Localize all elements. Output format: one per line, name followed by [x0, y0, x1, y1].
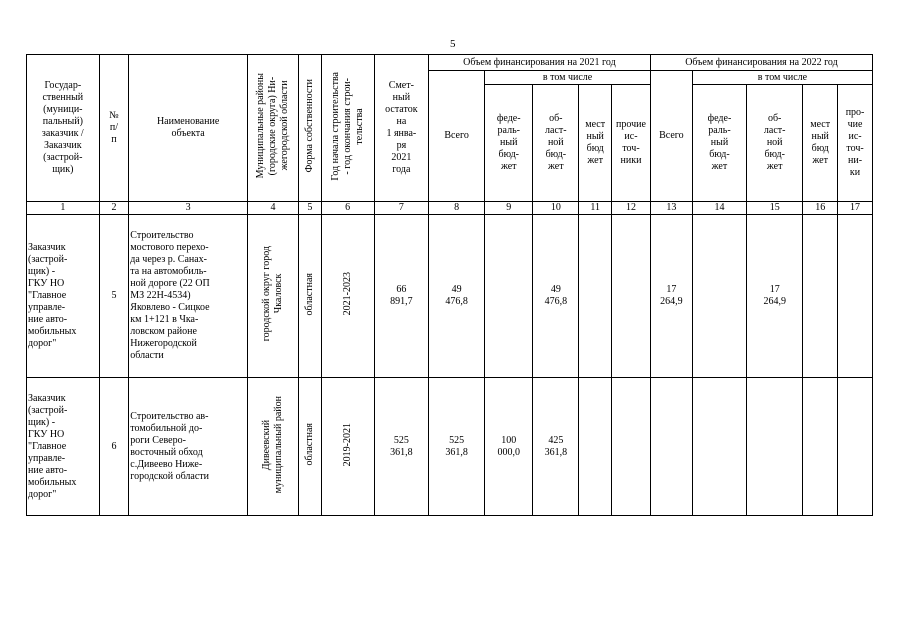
row-years [321, 378, 374, 516]
row-other-2022 [838, 378, 873, 516]
header-estimate: Смет- ный остаток на 1 янва- ря 2021 года [374, 55, 428, 202]
row-object: Строительство ав- томобильной до- роги Северо- восточный обход с.Дивеево Ниже- городской области [129, 378, 248, 516]
col-num: 8 [428, 202, 484, 215]
row-other-2022 [838, 215, 873, 378]
row-other-2021 [612, 215, 651, 378]
row-object: Строительство мостового перехо- да через р. Санах- та на автомобиль- ной дороге (22 ОП МЗ 22Н-4534) Яковлево - Сицкое км 1+121 в Чка- ловском районе Нижегородской области [129, 215, 248, 378]
row-district [247, 378, 298, 516]
header-other-2022: про- чие ис- точ- ни- ки [838, 85, 873, 202]
col-num: 16 [803, 202, 838, 215]
row-regional-2021: 425 361,8 [533, 378, 579, 516]
row-local-2021 [579, 378, 612, 516]
row-federal-2021 [485, 215, 533, 378]
col-num: 17 [838, 202, 873, 215]
col-num: 11 [579, 202, 612, 215]
col-num: 3 [129, 202, 248, 215]
row-district [247, 215, 298, 378]
col-num: 15 [747, 202, 803, 215]
col-num: 5 [299, 202, 322, 215]
col-num: 6 [321, 202, 374, 215]
row-total-2022: 17 264,9 [650, 215, 692, 378]
col-num: 10 [533, 202, 579, 215]
row-customer: Заказчик (застрой- щик) - ГКУ НО "Главное управле- ние авто- мобильных дорог" [27, 215, 100, 378]
col-num: 2 [99, 202, 129, 215]
header-ownership-text: Форма собственности [303, 79, 315, 173]
col-num: 12 [612, 202, 651, 215]
column-number-row [27, 202, 873, 215]
header-local-2021: мест ный бюд жет [579, 85, 612, 202]
col-num: 1 [27, 202, 100, 215]
row-total-2022 [650, 378, 692, 516]
header-row-1 [27, 55, 873, 71]
header-object-name: Наименование объекта [129, 55, 248, 202]
row-num: 6 [99, 378, 129, 516]
header-districts-text: Муниципальные районы (городские округа) Ни- жегородской области [255, 73, 290, 179]
header-federal-2022: феде- раль- ный бюд- жет [692, 85, 746, 202]
row-regional-2022 [747, 378, 803, 516]
header-federal-2021: феде- раль- ный бюд- жет [485, 85, 533, 202]
row-years [321, 215, 374, 378]
col-num: 13 [650, 202, 692, 215]
row-ownership [299, 378, 322, 516]
header-ownership [299, 55, 322, 202]
row-federal-2022 [692, 215, 746, 378]
row-federal-2022 [692, 378, 746, 516]
header-total-2021: Всего [428, 71, 484, 202]
row-district-text: городской округ город Чкаловск [261, 246, 284, 342]
header-including-2022: в том числе [692, 71, 872, 85]
row-regional-2021: 49 476,8 [533, 215, 579, 378]
row-years-text: 2019-2021 [341, 422, 353, 467]
table-row [27, 215, 873, 378]
header-regional-2022: об- ласт- ной бюд- жет [747, 85, 803, 202]
row-estimate: 66 891,7 [374, 215, 428, 378]
row-num: 5 [99, 215, 129, 378]
header-years-text: Год начала строительства - год окончания строи- тельства [329, 71, 365, 181]
col-num: 9 [485, 202, 533, 215]
row-customer: Заказчик (застрой- щик) - ГКУ НО "Главное управле- ние авто- мобильных дорог" [27, 378, 100, 516]
header-fin-2021: Объем финансирования на 2021 год [428, 55, 650, 71]
row-local-2022 [803, 215, 838, 378]
row-other-2021 [612, 378, 651, 516]
header-total-2022: Всего [650, 71, 692, 202]
row-total-2021: 49 476,8 [428, 215, 484, 378]
row-local-2021 [579, 215, 612, 378]
header-customer: Государ- ственный (муници- пальный) заказчик / Заказчик (застрой- щик) [27, 55, 100, 202]
row-federal-2021: 100 000,0 [485, 378, 533, 516]
col-num: 7 [374, 202, 428, 215]
row-district-text: Дивеевский муниципальный район [261, 395, 284, 494]
header-local-2022: мест ный бюд жет [803, 85, 838, 202]
header-regional-2021: об- ласт- ной бюд- жет [533, 85, 579, 202]
col-num: 14 [692, 202, 746, 215]
row-ownership-text: областная [303, 272, 315, 316]
row-estimate: 525 361,8 [374, 378, 428, 516]
header-years [321, 55, 374, 202]
financing-table [26, 54, 873, 516]
row-ownership-text: областная [303, 423, 315, 466]
row-ownership [299, 215, 322, 378]
row-total-2021: 525 361,8 [428, 378, 484, 516]
header-fin-2022: Объем финансирования на 2022 год [650, 55, 872, 71]
table-row [27, 378, 873, 516]
header-including-2021: в том числе [485, 71, 651, 85]
col-num: 4 [247, 202, 298, 215]
header-num: № п/ п [99, 55, 129, 202]
header-districts [247, 55, 298, 202]
row-regional-2022: 17 264,9 [747, 215, 803, 378]
row-years-text: 2021-2023 [341, 272, 353, 316]
header-other-2021: прочие ис- точ- ники [612, 85, 651, 202]
row-local-2022 [803, 378, 838, 516]
page-number: 5 [450, 38, 456, 50]
